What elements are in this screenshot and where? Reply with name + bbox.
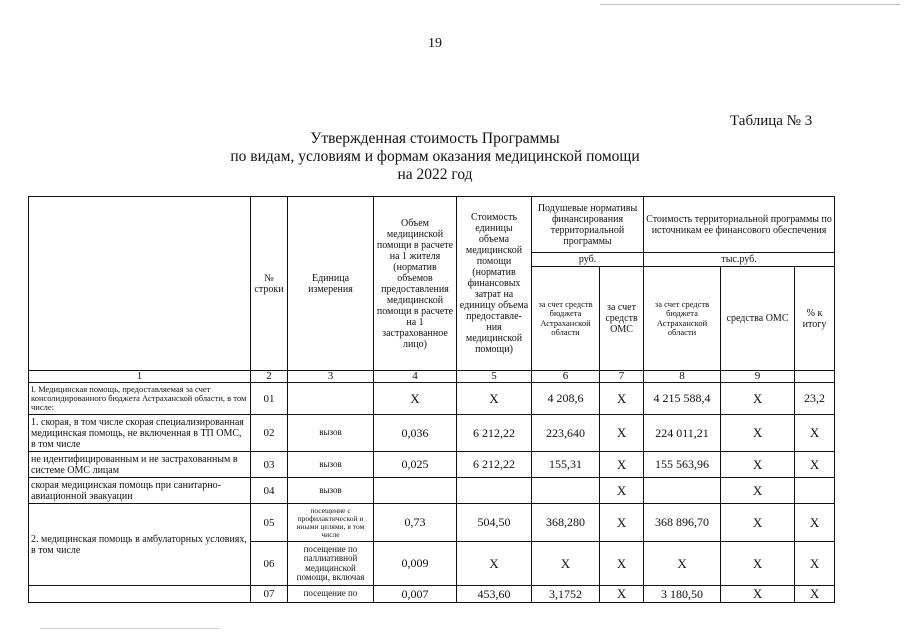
row-pc-budget: 368,280 bbox=[532, 504, 600, 542]
row-pc-budget bbox=[532, 478, 600, 504]
column-number: 1 bbox=[29, 371, 251, 383]
row-unit bbox=[288, 383, 374, 415]
row-c-oms: X bbox=[721, 415, 795, 452]
row-unit-cost: 504,50 bbox=[457, 504, 532, 542]
row-unit-cost bbox=[457, 478, 532, 504]
row-pct: X bbox=[795, 415, 835, 452]
row-number: 01 bbox=[251, 383, 288, 415]
row-volume: 0,036 bbox=[374, 415, 457, 452]
column-number-empty bbox=[795, 371, 835, 383]
row-pct: X bbox=[795, 452, 835, 478]
row-c-budget: 4 215 588,4 bbox=[644, 383, 721, 415]
row-number: 06 bbox=[251, 542, 288, 586]
row-c-budget: 3 180,50 bbox=[644, 586, 721, 603]
header-c-oms: средства ОМС bbox=[721, 267, 795, 371]
row-name: скорая медицинская помощь при санитарно-авиационной эвакуации bbox=[29, 478, 251, 504]
row-c-oms: X bbox=[721, 383, 795, 415]
header-unit-cost: Стоимость единицы объема медицинской помощи (норматив финансовых затрат на единицу объема предоставле-ния медицинской помощи) bbox=[457, 197, 532, 371]
row-unit-cost: 6 212,22 bbox=[457, 452, 532, 478]
page-number: 19 bbox=[428, 36, 442, 51]
row-c-budget: 155 563,96 bbox=[644, 452, 721, 478]
header-cost-unit: тыс.руб. bbox=[644, 253, 835, 267]
row-unit: вызов bbox=[288, 415, 374, 452]
header-name-cell bbox=[29, 197, 251, 371]
row-c-budget: 368 896,70 bbox=[644, 504, 721, 542]
row-number: 03 bbox=[251, 452, 288, 478]
scan-artifact-line bbox=[40, 628, 220, 629]
row-volume: 0,009 bbox=[374, 542, 457, 586]
header-pc-oms: за счет средств ОМС bbox=[600, 267, 644, 371]
group-name: 2. медицинская помощь в амбулаторных условиях, в том числе bbox=[29, 504, 251, 586]
row-c-oms: X bbox=[721, 478, 795, 504]
cost-table-container bbox=[28, 196, 834, 603]
column-number: 9 bbox=[721, 371, 795, 383]
header-row-no: № строки bbox=[251, 197, 288, 371]
row-pc-budget: 4 208,6 bbox=[532, 383, 600, 415]
row-c-oms: X bbox=[721, 542, 795, 586]
title-line-2: по видам, условиям и формам оказания медицинской помощи bbox=[230, 148, 640, 165]
header-pct: % к итогу bbox=[795, 267, 835, 371]
table-row bbox=[29, 478, 835, 504]
row-c-oms: X bbox=[721, 504, 795, 542]
header-per-capita: Подушевые нормативы финансирования территориальной программы bbox=[532, 197, 644, 253]
header-c-budget: за счет средств бюджета Астраханской области bbox=[644, 267, 721, 371]
row-name: I. Медицинская помощь, предоставляемая за счет консолидированного бюджета Астраханской области, в том числе: bbox=[29, 383, 251, 415]
table-row bbox=[29, 504, 835, 542]
row-unit-cost: 6 212,22 bbox=[457, 415, 532, 452]
row-unit: вызов bbox=[288, 478, 374, 504]
row-unit-cost: X bbox=[457, 542, 532, 586]
row-c-budget: 224 011,21 bbox=[644, 415, 721, 452]
row-pc-budget: 3,1752 bbox=[532, 586, 600, 603]
table-label: Таблица № 3 bbox=[730, 113, 813, 129]
row-name: не идентифицированным и не застрахованным в системе ОМС лицам bbox=[29, 452, 251, 478]
title-line-1: Утвержденная стоимость Программы bbox=[310, 130, 560, 147]
column-number: 7 bbox=[600, 371, 644, 383]
row-unit: посещение по паллиативной медицинской помощи, включая bbox=[288, 542, 374, 586]
header-volume: Объем медицинской помощи в расчете на 1 жителя (норматив объемов предоставления медицинской помощи в расчете на 1 застрахованное лицо) bbox=[374, 197, 457, 371]
row-pc-oms: X bbox=[600, 504, 644, 542]
scan-artifact-line bbox=[600, 4, 900, 5]
column-number: 3 bbox=[288, 371, 374, 383]
row-pct: 23,2 bbox=[795, 383, 835, 415]
row-pct bbox=[795, 478, 835, 504]
row-c-oms: X bbox=[721, 452, 795, 478]
row-number: 05 bbox=[251, 504, 288, 542]
row-pc-oms: X bbox=[600, 478, 644, 504]
table-row bbox=[29, 415, 835, 452]
cost-table bbox=[28, 196, 835, 603]
header-cost-total: Стоимость территориальной программы по источникам ее финансового обеспечения bbox=[644, 197, 835, 253]
row-pc-oms: X bbox=[600, 415, 644, 452]
column-numbers-row bbox=[29, 371, 835, 383]
row-unit: посещение по bbox=[288, 586, 374, 603]
table-row bbox=[29, 586, 835, 603]
header-pc-budget: за счет средств бюджета Астраханской области bbox=[532, 267, 600, 371]
row-c-oms: X bbox=[721, 586, 795, 603]
row-unit: вызов bbox=[288, 452, 374, 478]
column-number: 8 bbox=[644, 371, 721, 383]
row-pct: X bbox=[795, 542, 835, 586]
row-pc-oms: X bbox=[600, 586, 644, 603]
header-per-capita-unit: руб. bbox=[532, 253, 644, 267]
row-pc-budget: 223,640 bbox=[532, 415, 600, 452]
row-unit-cost: X bbox=[457, 383, 532, 415]
row-name-empty bbox=[29, 586, 251, 603]
row-volume: 0,007 bbox=[374, 586, 457, 603]
row-c-budget bbox=[644, 478, 721, 504]
row-pc-oms: X bbox=[600, 542, 644, 586]
row-pct: X bbox=[795, 504, 835, 542]
row-name: 1. скорая, в том числе скорая специализированная медицинская помощь, не включенная в ТП ОМС, в том числе bbox=[29, 415, 251, 452]
header-unit: Единица измерения bbox=[288, 197, 374, 371]
row-number: 02 bbox=[251, 415, 288, 452]
table-row bbox=[29, 452, 835, 478]
row-pc-oms: X bbox=[600, 452, 644, 478]
column-number: 2 bbox=[251, 371, 288, 383]
row-unit-cost: 453,60 bbox=[457, 586, 532, 603]
row-unit: посещение с профилактической и иными целями, в том числе bbox=[288, 504, 374, 542]
row-pc-budget: 155,31 bbox=[532, 452, 600, 478]
title-line-3: на 2022 год bbox=[397, 166, 473, 183]
column-number: 5 bbox=[457, 371, 532, 383]
column-number: 4 bbox=[374, 371, 457, 383]
row-volume: X bbox=[374, 383, 457, 415]
row-volume: 0,73 bbox=[374, 504, 457, 542]
row-number: 07 bbox=[251, 586, 288, 603]
column-number: 6 bbox=[532, 371, 600, 383]
row-number: 04 bbox=[251, 478, 288, 504]
row-c-budget: X bbox=[644, 542, 721, 586]
row-volume: 0,025 bbox=[374, 452, 457, 478]
row-volume bbox=[374, 478, 457, 504]
row-pc-budget: X bbox=[532, 542, 600, 586]
row-pc-oms: X bbox=[600, 383, 644, 415]
row-pct: X bbox=[795, 586, 835, 603]
page-title bbox=[200, 130, 670, 184]
table-row bbox=[29, 383, 835, 415]
